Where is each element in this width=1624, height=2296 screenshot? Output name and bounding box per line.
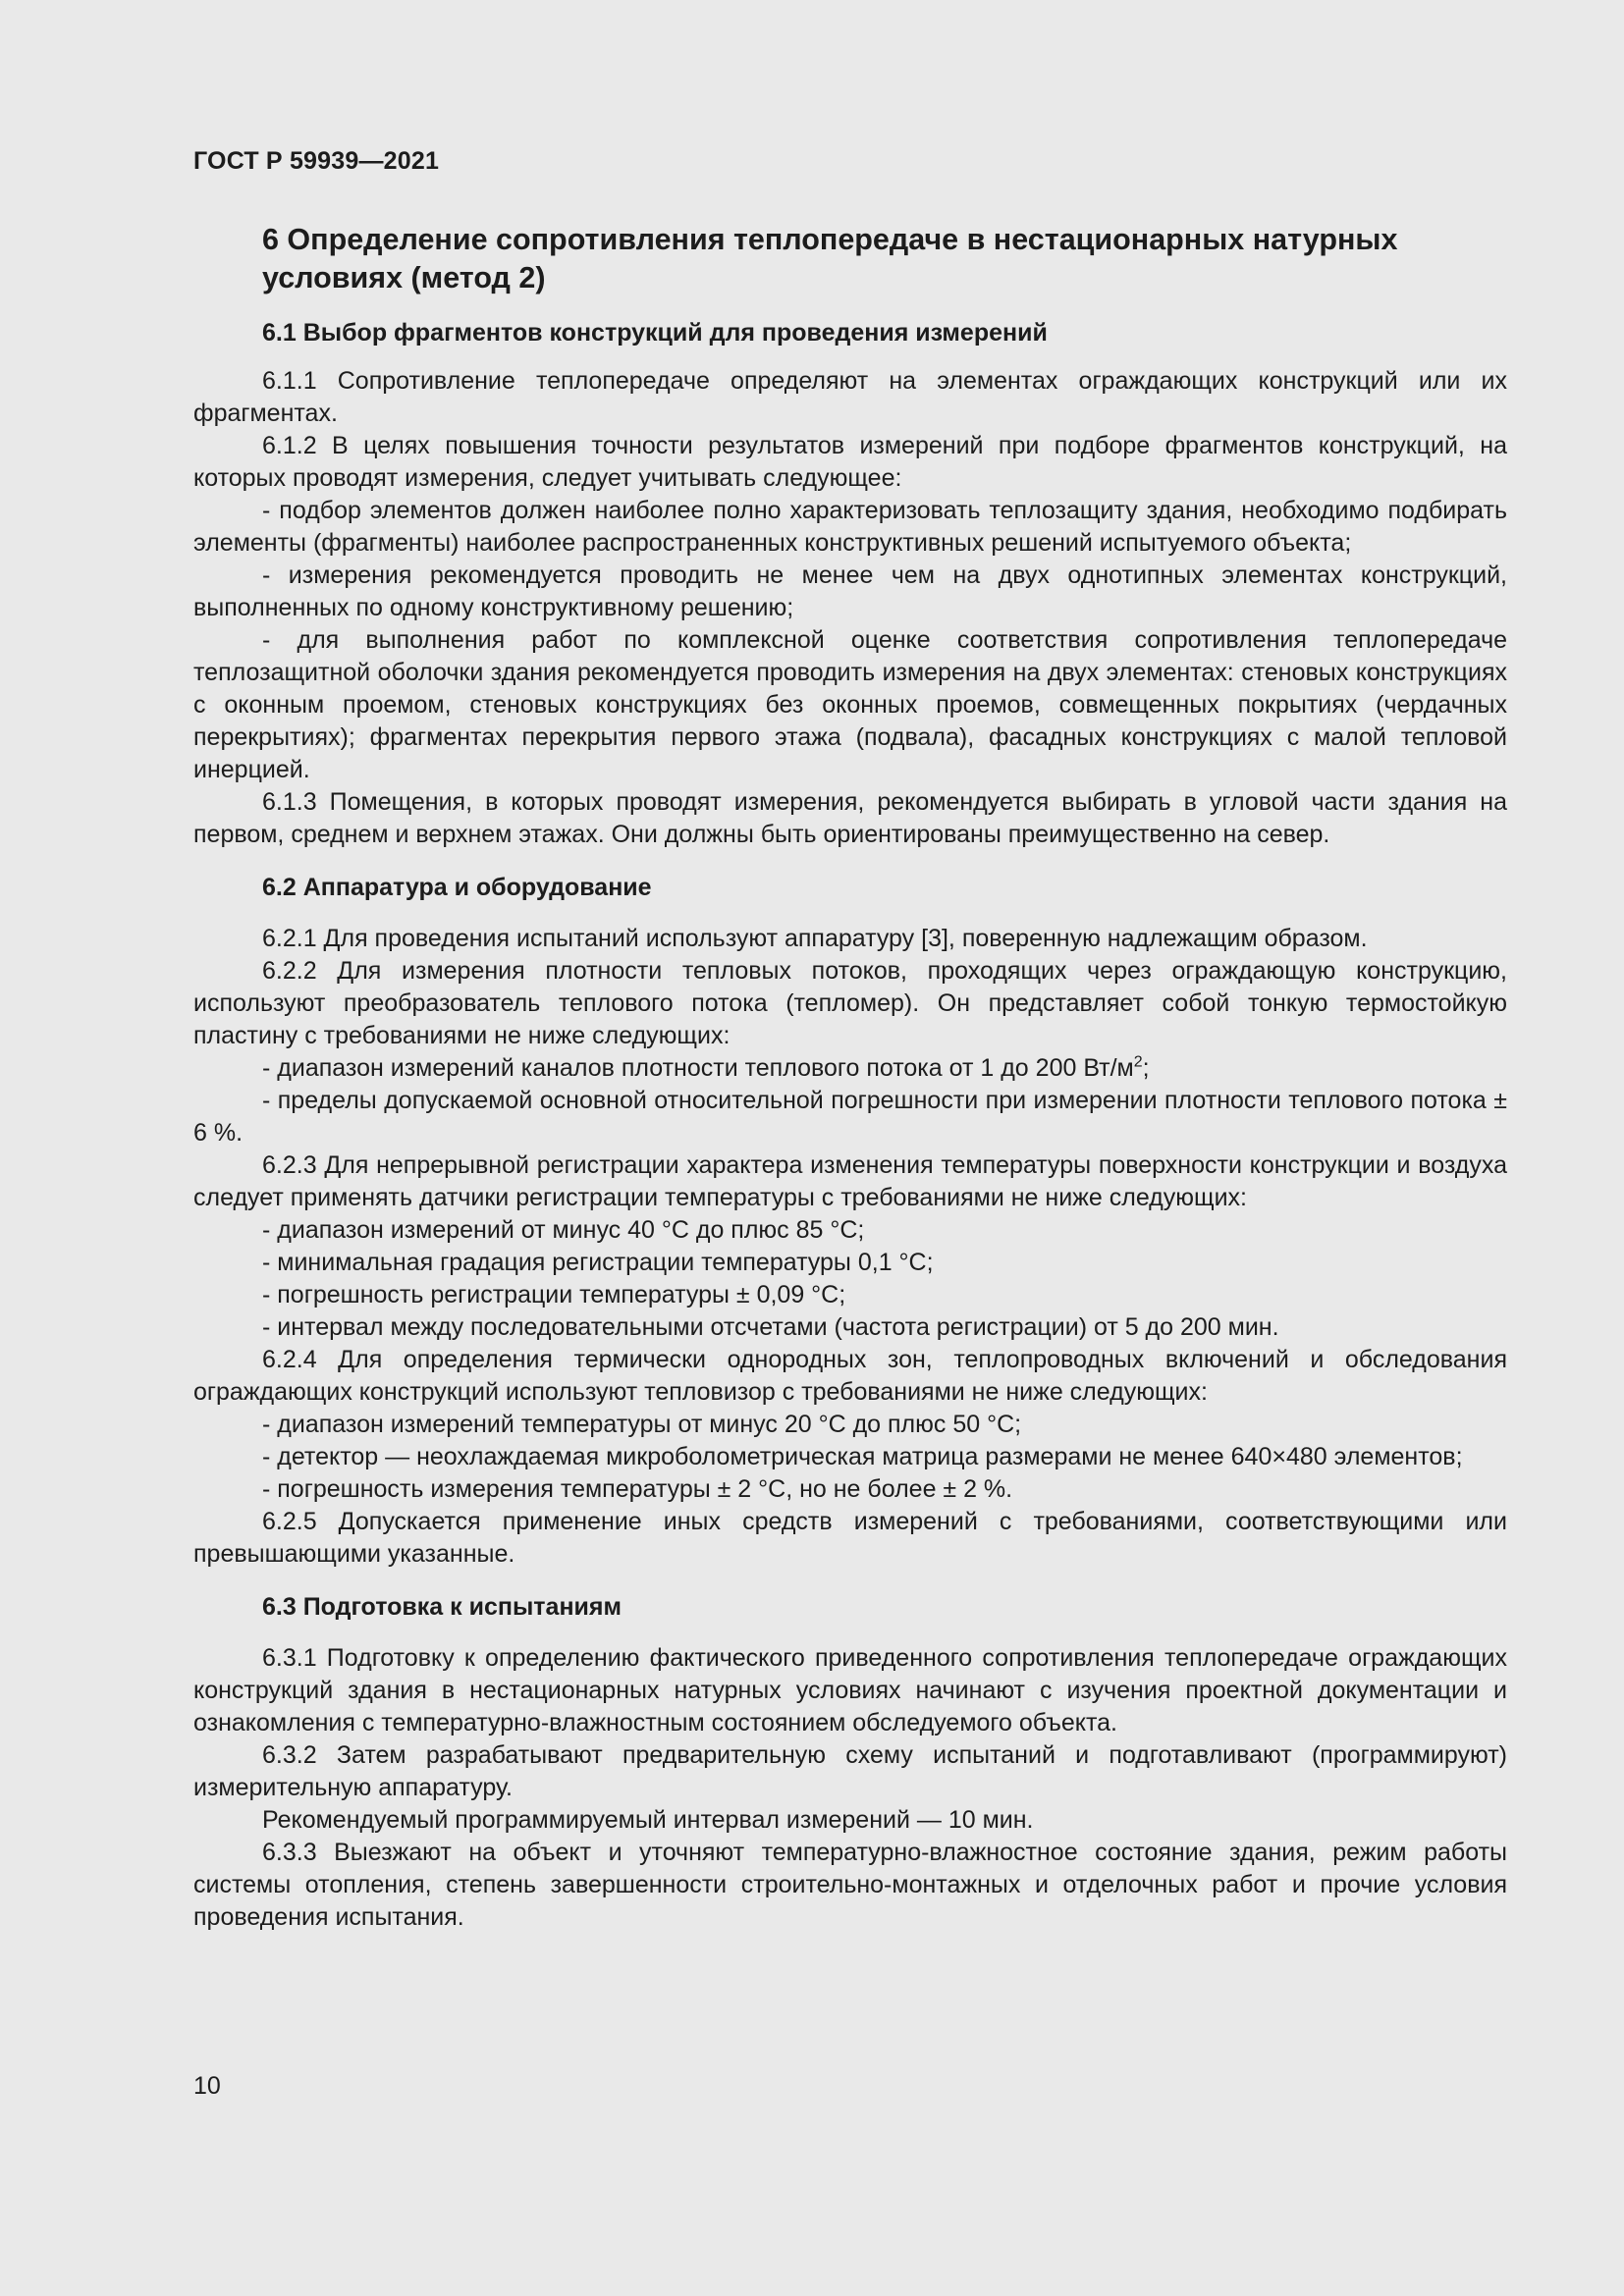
list-item: - минимальная градация регистрации температуры 0,1 °С; bbox=[262, 1249, 934, 1276]
paragraph-6-2-4: 6.2.4 Для определения термически однородных зон, теплопроводных включений и обследования ограждающих конструкций используют тепловизор с требованиями не ниже следующих: bbox=[193, 1346, 1507, 1406]
paragraph-6-2-2: 6.2.2 Для измерения плотности тепловых потоков, проходящих через ограждающую конструкцию, используют преобразователь теплового потока (тепломер). Он представляет собой тонкую термостойкую пластину с требованиями не ниже следующих: bbox=[193, 957, 1507, 1049]
page-content bbox=[193, 221, 1507, 1934]
list-item bbox=[193, 1052, 1507, 1085]
list-item: - диапазон измерений от минус 40 °С до плюс 85 °С; bbox=[262, 1216, 865, 1244]
list-item-tail: ; bbox=[1142, 1054, 1150, 1082]
subsection-title-6-2: 6.2 Аппаратура и оборудование bbox=[262, 874, 652, 901]
list-item: - интервал между последовательными отсчетами (частота регистрации) от 5 до 200 мин. bbox=[262, 1313, 1279, 1341]
section-title: 6 Определение сопротивления теплопередаче в нестационарных натурных условиях (метод 2) bbox=[262, 223, 1398, 294]
list-item-text: - диапазон измерений каналов плотности теплового потока от 1 до 200 Вт/м bbox=[262, 1054, 1134, 1082]
list-item: - измерения рекомендуется проводить не менее чем на двух однотипных элементах конструкций, выполненных по одному конструктивному решению; bbox=[193, 561, 1507, 621]
list-item: - диапазон измерений температуры от минус 20 °С до плюс 50 °С; bbox=[262, 1411, 1022, 1438]
paragraph-6-2-1: 6.2.1 Для проведения испытаний используют аппаратуру [3], поверенную надлежащим образом. bbox=[262, 925, 1368, 952]
paragraph-6-3-3: 6.3.3 Выезжают на объект и уточняют температурно-влажностное состояние здания, режим работы системы отопления, степень завершенности строительно-монтажных и отделочных работ и прочие условия проведения испытания. bbox=[193, 1839, 1507, 1931]
paragraph-6-1-1: 6.1.1 Сопротивление теплопередаче определяют на элементах ограждающих конструкций или их фрагментах. bbox=[193, 367, 1507, 427]
paragraph-6-2-5: 6.2.5 Допускается применение иных средств измерений с требованиями, соответствующими или превышающими указанные. bbox=[193, 1508, 1507, 1568]
paragraph-6-1-2: 6.1.2 В целях повышения точности результатов измерений при подборе фрагментов конструкций, на которых проводят измерения, следует учитывать следующее: bbox=[193, 432, 1507, 492]
list-item: - подбор элементов должен наиболее полно характеризовать теплозащиту здания, необходимо подбирать элементы (фрагменты) наиболее распространенных конструктивных решений испытуемого объекта; bbox=[193, 497, 1507, 557]
paragraph-6-2-3: 6.2.3 Для непрерывной регистрации характера изменения температуры поверхности конструкции и воздуха следует применять датчики регистрации температуры с требованиями не ниже следующих: bbox=[193, 1151, 1507, 1211]
page-number: 10 bbox=[193, 2072, 221, 2100]
list-item: - для выполнения работ по комплексной оценке соответствия сопротивления теплопередаче теплозащитной оболочки здания рекомендуется проводить измерения на двух элементах: стеновых конструкциях с оконным проемом, стеновых конструкциях без оконных проемов, совмещенных покрытиях (чердачных перекрытиях); фрагментах перекрытия первого этажа (подвала), фасадных конструкциях с малой тепловой инерцией. bbox=[193, 626, 1507, 783]
paragraph-6-1-3: 6.1.3 Помещения, в которых проводят измерения, рекомендуется выбирать в угловой части здания на первом, среднем и верхнем этажах. Они должны быть ориентированы преимущественно на север. bbox=[193, 788, 1507, 848]
list-item: - погрешность измерения температуры ± 2 °С, но не более ± 2 %. bbox=[262, 1475, 1013, 1503]
document-code: ГОСТ Р 59939—2021 bbox=[193, 147, 440, 175]
list-item: - детектор — неохлаждаемая микроболометрическая матрица размерами не менее 640×480 элементов; bbox=[262, 1443, 1463, 1470]
paragraph-note: Рекомендуемый программируемый интервал измерений — 10 мин. bbox=[262, 1806, 1034, 1834]
list-item: - пределы допускаемой основной относительной погрешности при измерении плотности теплового потока ± 6 %. bbox=[193, 1087, 1507, 1147]
paragraph-6-3-2: 6.3.2 Затем разрабатывают предварительную схему испытаний и подготавливают (программируют) измерительную аппаратуру. bbox=[193, 1741, 1507, 1801]
paragraph-6-3-1: 6.3.1 Подготовку к определению фактического приведенного сопротивления теплопередаче ограждающих конструкций здания в нестационарных натурных условиях начинают с изучения проектной документации и ознакомления с температурно-влажностным состоянием обследуемого объекта. bbox=[193, 1644, 1507, 1736]
superscript: 2 bbox=[1133, 1053, 1143, 1071]
subsection-title-6-3: 6.3 Подготовка к испытаниям bbox=[262, 1593, 623, 1621]
list-item: - погрешность регистрации температуры ± 0,09 °С; bbox=[262, 1281, 846, 1308]
subsection-title-6-1: 6.1 Выбор фрагментов конструкций для проведения измерений bbox=[262, 319, 1048, 347]
